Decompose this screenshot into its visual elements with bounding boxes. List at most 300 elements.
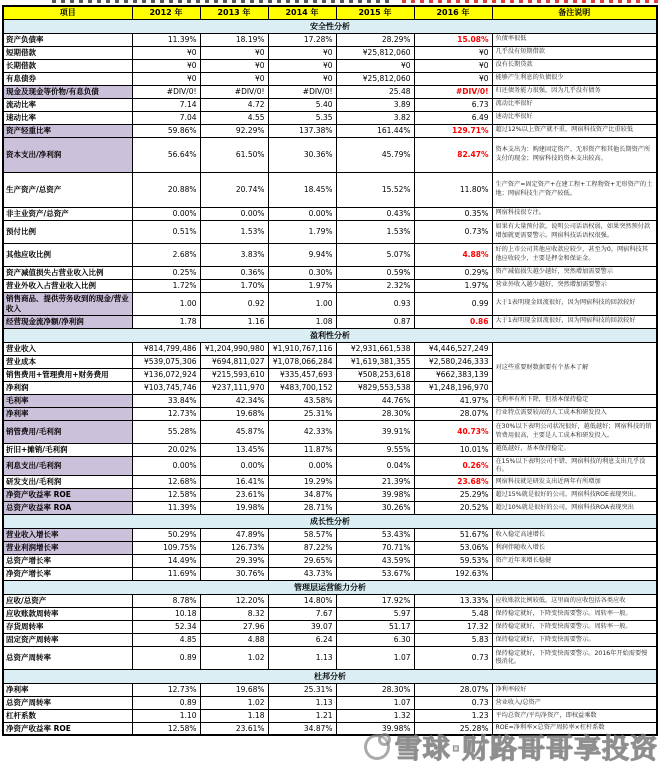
value-cell: 45.79%: [336, 137, 414, 172]
value-cell: 21.39%: [336, 475, 414, 488]
remark-cell: ROE=净利率×总资产周转率×杠杆系数: [492, 722, 657, 735]
value-cell: ¥4,446,527,249: [414, 342, 492, 355]
remark-cell: 超过10%就是很好的公司，网宿科技ROA表现突出: [492, 501, 657, 514]
remark-cell: 营业外收入越少越好，突然增加需要警示: [492, 279, 657, 292]
value-cell: 0.00%: [132, 207, 200, 220]
value-cell: ¥0: [414, 72, 492, 85]
value-cell: 1.02: [200, 646, 268, 669]
value-cell: 0.73: [414, 696, 492, 709]
table-row: [3, 420, 657, 443]
item-label-cell: 营业收入: [3, 342, 132, 355]
item-label-cell: 资本支出/净利润: [3, 137, 132, 172]
value-cell: 7.14: [132, 98, 200, 111]
value-cell: 51.67%: [414, 528, 492, 541]
column-header-cell: 项目: [3, 6, 132, 19]
value-cell: 17.28%: [268, 33, 336, 46]
item-label-cell: 利息支出/毛利润: [3, 456, 132, 475]
value-cell: 12.20%: [200, 594, 268, 607]
value-cell: 30.26%: [336, 501, 414, 514]
value-cell: 10.01%: [414, 443, 492, 456]
value-cell: 15.52%: [336, 172, 414, 207]
value-cell: 25.48: [336, 85, 414, 98]
value-cell: 33.84%: [132, 394, 200, 407]
value-cell: 12.68%: [132, 475, 200, 488]
value-cell: 1.00: [268, 292, 336, 315]
table-row: [3, 315, 657, 328]
item-label-cell: 经营现金流净额/净利润: [3, 315, 132, 328]
value-cell: 137.38%: [268, 124, 336, 137]
remark-cell: 负债率很低: [492, 33, 657, 46]
value-cell: 29.65%: [268, 554, 336, 567]
remark-cell: [492, 567, 657, 580]
value-cell: 7.67: [268, 607, 336, 620]
remark-cell: 超过12%以上资产就不重，网宿科技资产比重较低: [492, 124, 657, 137]
value-cell: 43.58%: [268, 394, 336, 407]
item-label-cell: 存货周转率: [3, 620, 132, 633]
item-label-cell: 销售费用+管理费用+财务费用: [3, 368, 132, 381]
remark-cell: 毛利率有所下降，但基本保持稳定: [492, 394, 657, 407]
value-cell: ¥0: [414, 46, 492, 59]
value-cell: 29.39%: [200, 554, 268, 567]
section-row: [3, 580, 657, 594]
value-cell: 4.88: [200, 633, 268, 646]
value-cell: 3.89: [336, 98, 414, 111]
remark-cell: 营业收入/总资产: [492, 696, 657, 709]
value-cell: 53.67%: [336, 567, 414, 580]
value-cell: 192.63%: [414, 567, 492, 580]
table-row: [3, 607, 657, 620]
value-cell: #DIV/0!: [132, 85, 200, 98]
value-cell: 0.25%: [132, 266, 200, 279]
remark-cell: 越低越好，基本保持稳定。: [492, 443, 657, 456]
value-cell: 56.64%: [132, 137, 200, 172]
value-cell: 19.68%: [200, 407, 268, 420]
table-row: [3, 488, 657, 501]
table-row: [3, 633, 657, 646]
value-cell: 0.00%: [268, 207, 336, 220]
value-cell: 0.00%: [132, 456, 200, 475]
value-cell: 28.30%: [336, 407, 414, 420]
section-title-cell: 管理层运营能力分析: [3, 580, 657, 594]
value-cell: ¥237,111,970: [200, 381, 268, 394]
item-label-cell: 固定资产周转率: [3, 633, 132, 646]
value-cell: 161.44%: [336, 124, 414, 137]
watermark-text: 雪球·财路哥哥享投资: [394, 734, 658, 765]
value-cell: 1.53%: [200, 220, 268, 243]
value-cell: 4.88%: [414, 243, 492, 266]
table-row: [3, 72, 657, 85]
value-cell: 25.29%: [414, 488, 492, 501]
value-cell: 0.87: [336, 315, 414, 328]
value-cell: ¥136,072,924: [132, 368, 200, 381]
value-cell: 5.40: [268, 98, 336, 111]
value-cell: 1.13: [268, 696, 336, 709]
value-cell: ¥539,075,306: [132, 355, 200, 368]
table-row: [3, 98, 657, 111]
table-row: [3, 124, 657, 137]
value-cell: ¥662,383,139: [414, 368, 492, 381]
value-cell: 126.73%: [200, 541, 268, 554]
item-label-cell: 净资产收益率 ROE: [3, 722, 132, 735]
value-cell: 92.29%: [200, 124, 268, 137]
value-cell: 8.78%: [132, 594, 200, 607]
remark-cell: 几乎没有短期借款: [492, 46, 657, 59]
value-cell: ¥215,593,610: [200, 368, 268, 381]
value-cell: 12.58%: [132, 488, 200, 501]
item-label-cell: 营业外收入占营业收入比例: [3, 279, 132, 292]
value-cell: 1.08: [268, 315, 336, 328]
item-label-cell: 流动比率: [3, 98, 132, 111]
value-cell: 1.10: [132, 709, 200, 722]
remark-cell: 利润伴随收入增长: [492, 541, 657, 554]
value-cell: 19.98%: [200, 501, 268, 514]
value-cell: 0.73%: [414, 220, 492, 243]
value-cell: 58.57%: [268, 528, 336, 541]
value-cell: 3.82: [336, 111, 414, 124]
value-cell: ¥1,204,990,980: [200, 342, 268, 355]
value-cell: 25.28%: [414, 722, 492, 735]
remark-cell: 如果有大量预付款，说明公司话语权弱，如果突然预付款增加就更需要警示。网宿科技话语权很强。: [492, 220, 657, 243]
table-row: [3, 646, 657, 669]
value-cell: 39.91%: [336, 420, 414, 443]
value-cell: 40.73%: [414, 420, 492, 443]
value-cell: 11.87%: [268, 443, 336, 456]
value-cell: 9.55%: [336, 443, 414, 456]
item-label-cell: 总资产增长率: [3, 554, 132, 567]
value-cell: 0.59%: [336, 266, 414, 279]
item-label-cell: 非主业资产/总资产: [3, 207, 132, 220]
value-cell: 6.30: [336, 633, 414, 646]
value-cell: ¥0: [132, 59, 200, 72]
value-cell: 17.92%: [336, 594, 414, 607]
value-cell: 45.87%: [200, 420, 268, 443]
value-cell: 1.21: [268, 709, 336, 722]
item-label-cell: 有息债券: [3, 72, 132, 85]
column-header-cell: 2015 年: [336, 6, 414, 19]
remark-cell: 网宿科技很专注。: [492, 207, 657, 220]
value-cell: 20.02%: [132, 443, 200, 456]
table-row: [3, 407, 657, 420]
value-cell: 28.07%: [414, 683, 492, 696]
value-cell: ¥25,812,060: [336, 46, 414, 59]
value-cell: 30.76%: [200, 567, 268, 580]
value-cell: 20.74%: [200, 172, 268, 207]
xueqiu-logo-icon: [364, 734, 390, 760]
value-cell: 1.07: [336, 696, 414, 709]
table-row: [3, 33, 657, 46]
item-label-cell: 总资产周转率: [3, 646, 132, 669]
remark-cell: 资产近年来增长稳健: [492, 554, 657, 567]
section-row: [3, 669, 657, 683]
value-cell: ¥814,799,486: [132, 342, 200, 355]
value-cell: 1.16: [200, 315, 268, 328]
table-row: [3, 342, 657, 355]
value-cell: 0.89: [132, 696, 200, 709]
value-cell: 0.73: [414, 646, 492, 669]
value-cell: 1.13: [268, 646, 336, 669]
item-label-cell: 营业成本: [3, 355, 132, 368]
value-cell: 23.61%: [200, 488, 268, 501]
value-cell: 11.80%: [414, 172, 492, 207]
value-cell: 16.41%: [200, 475, 268, 488]
value-cell: 43.73%: [268, 567, 336, 580]
value-cell: 0.93: [336, 292, 414, 315]
value-cell: 3.83%: [200, 243, 268, 266]
column-header-cell: 2012 年: [132, 6, 200, 19]
item-label-cell: 折旧+摊销/毛利润: [3, 443, 132, 456]
value-cell: 23.61%: [200, 722, 268, 735]
value-cell: 0.86: [414, 315, 492, 328]
item-label-cell: 总资产周转率: [3, 696, 132, 709]
value-cell: 4.72: [200, 98, 268, 111]
value-cell: 5.35: [268, 111, 336, 124]
remark-cell: 行业特点需要较高的人工成本和研发投入: [492, 407, 657, 420]
value-cell: 0.00%: [200, 207, 268, 220]
remark-cell: 大于1表明现金回流很好，因为网宿科技的回款较好: [492, 315, 657, 328]
value-cell: 4.85: [132, 633, 200, 646]
table-row: [3, 554, 657, 567]
value-cell: 6.73: [414, 98, 492, 111]
table-row: [3, 709, 657, 722]
table-row: [3, 722, 657, 735]
remark-cell: 保持稳定就好，下降变快需要警示。周转率一般。: [492, 620, 657, 633]
value-cell: 18.45%: [268, 172, 336, 207]
value-cell: 39.07: [268, 620, 336, 633]
value-cell: 5.83: [414, 633, 492, 646]
value-cell: 20.88%: [132, 172, 200, 207]
remark-cell: 资产减值损失越少越好，突然增加需要警示: [492, 266, 657, 279]
value-cell: 25.31%: [268, 683, 336, 696]
value-cell: 61.50%: [200, 137, 268, 172]
value-cell: ¥1,619,381,355: [336, 355, 414, 368]
item-label-cell: 生产资产/总资产: [3, 172, 132, 207]
value-cell: 42.34%: [200, 394, 268, 407]
value-cell: 11.39%: [132, 501, 200, 514]
value-cell: 15.08%: [414, 33, 492, 46]
item-label-cell: 应收账款周转率: [3, 607, 132, 620]
table-row: [3, 501, 657, 514]
remark-cell: 保持稳定就好，下降变快需要警示。: [492, 633, 657, 646]
header-row: [3, 6, 657, 19]
value-cell: 0.92: [200, 292, 268, 315]
value-cell: 44.76%: [336, 394, 414, 407]
value-cell: 50.29%: [132, 528, 200, 541]
value-cell: ¥0: [268, 72, 336, 85]
item-label-cell: 研发支出/毛利润: [3, 475, 132, 488]
table-row: [3, 528, 657, 541]
item-label-cell: 净资产收益率 ROE: [3, 488, 132, 501]
remark-cell: 在30%以下表明公司状况很好，越低越好；网宿科技的销管费用很高，主要是人工成本和研发投入。: [492, 420, 657, 443]
value-cell: 14.80%: [268, 594, 336, 607]
item-label-cell: 营业收入增长率: [3, 528, 132, 541]
item-label-cell: 其他应收比例: [3, 243, 132, 266]
value-cell: 5.48: [414, 607, 492, 620]
value-cell: 25.31%: [268, 407, 336, 420]
value-cell: ¥1,910,767,116: [268, 342, 336, 355]
section-title-cell: 杜邦分析: [3, 669, 657, 683]
remark-cell: 平均总资产/平均净资产，即权益乘数: [492, 709, 657, 722]
table-row: [3, 46, 657, 59]
value-cell: 23.68%: [414, 475, 492, 488]
cropped-text-red: [402, 0, 658, 3]
remark-cell: 超过15%就是很好的公司，网宿科技ROE表现突出。: [492, 488, 657, 501]
value-cell: 14.49%: [132, 554, 200, 567]
value-cell: ¥0: [414, 59, 492, 72]
item-label-cell: 净利率: [3, 683, 132, 696]
value-cell: 39.98%: [336, 722, 414, 735]
table-row: [3, 172, 657, 207]
value-cell: 0.36%: [200, 266, 268, 279]
table-row: [3, 683, 657, 696]
value-cell: 0.29%: [414, 266, 492, 279]
table-row: [3, 243, 657, 266]
item-label-cell: 长期借款: [3, 59, 132, 72]
cropped-text-row: [0, 0, 660, 5]
value-cell: 0.00%: [268, 456, 336, 475]
value-cell: 1.53%: [336, 220, 414, 243]
value-cell: ¥0: [268, 46, 336, 59]
item-label-cell: 短期借款: [3, 46, 132, 59]
item-label-cell: 总资产收益率 ROA: [3, 501, 132, 514]
item-label-cell: 资产负债率: [3, 33, 132, 46]
value-cell: 53.43%: [336, 528, 414, 541]
value-cell: 19.68%: [200, 683, 268, 696]
value-cell: ¥483,700,152: [268, 381, 336, 394]
value-cell: ¥25,812,060: [336, 72, 414, 85]
table-row: [3, 111, 657, 124]
value-cell: 0.99: [414, 292, 492, 315]
financial-ratio-table: [2, 5, 658, 736]
value-cell: 43.59%: [336, 554, 414, 567]
section-row: [3, 19, 657, 33]
remark-cell: 好的上市公司其他应收款应较少，甚至为0。网宿科技其他应收较少，主要是押金和保证金。: [492, 243, 657, 266]
value-cell: 27.96: [200, 620, 268, 633]
value-cell: 0.35%: [414, 207, 492, 220]
remark-cell: 速动比率很好: [492, 111, 657, 124]
value-cell: 1.97%: [414, 279, 492, 292]
table-row: [3, 220, 657, 243]
table-row: [3, 85, 657, 98]
table-row: [3, 292, 657, 315]
item-label-cell: 现金及现金等价物/有息负债: [3, 85, 132, 98]
value-cell: ¥0: [200, 46, 268, 59]
value-cell: ¥508,253,618: [336, 368, 414, 381]
item-label-cell: 净资产增长率: [3, 567, 132, 580]
value-cell: #DIV/0!: [268, 85, 336, 98]
value-cell: 19.29%: [268, 475, 336, 488]
value-cell: ¥0: [200, 72, 268, 85]
value-cell: 20.52%: [414, 501, 492, 514]
value-cell: 0.43%: [336, 207, 414, 220]
value-cell: 34.87%: [268, 722, 336, 735]
value-cell: ¥103,745,746: [132, 381, 200, 394]
remark-cell: 保持稳定就好，下降变快需要警示。周转率一般。: [492, 607, 657, 620]
item-label-cell: 毛利率: [3, 394, 132, 407]
value-cell: 30.36%: [268, 137, 336, 172]
column-header-cell: 备注说明: [492, 6, 657, 19]
column-header-cell: 2016 年: [414, 6, 492, 19]
remark-cell: 净利率较好: [492, 683, 657, 696]
remark-cell: 资本支出为：购建固定资产、无形资产和其他长期资产所支付的现金；网宿科技的资本支出较高。: [492, 137, 657, 172]
value-cell: 28.30%: [336, 683, 414, 696]
table-row: [3, 594, 657, 607]
value-cell: 13.33%: [414, 594, 492, 607]
section-row: [3, 328, 657, 342]
table-row: [3, 266, 657, 279]
value-cell: ¥694,811,027: [200, 355, 268, 368]
value-cell: #DIV/0!: [200, 85, 268, 98]
value-cell: 1.18: [200, 709, 268, 722]
value-cell: 70.71%: [336, 541, 414, 554]
column-header-cell: 2013 年: [200, 6, 268, 19]
value-cell: 0.89: [132, 646, 200, 669]
value-cell: 1.78: [132, 315, 200, 328]
table-row: [3, 394, 657, 407]
item-label-cell: 速动比率: [3, 111, 132, 124]
value-cell: 9.94%: [268, 243, 336, 266]
value-cell: 53.06%: [414, 541, 492, 554]
value-cell: ¥2,931,661,538: [336, 342, 414, 355]
item-label-cell: 应收/总资产: [3, 594, 132, 607]
remark-cell: 应收账款比例较低，这里面的应收包括各类应收: [492, 594, 657, 607]
remark-cell: 没有长期贷款: [492, 59, 657, 72]
value-cell: 51.17: [336, 620, 414, 633]
value-cell: 0.30%: [268, 266, 336, 279]
value-cell: 4.55: [200, 111, 268, 124]
value-cell: 1.32: [336, 709, 414, 722]
value-cell: 0.26%: [414, 456, 492, 475]
table-row: [3, 541, 657, 554]
table-row: [3, 696, 657, 709]
table-row: [3, 620, 657, 633]
value-cell: 87.22%: [268, 541, 336, 554]
value-cell: 8.32: [200, 607, 268, 620]
item-label-cell: 销售商品、提供劳务收到的现金/营业收入: [3, 292, 132, 315]
value-cell: 28.29%: [336, 33, 414, 46]
section-row: [3, 514, 657, 528]
remark-cell: 在15%以下表明公司不错，网宿科技的利息支出几乎没有。: [492, 456, 657, 475]
value-cell: ¥1,078,066,284: [268, 355, 336, 368]
remark-cell: 生产资产=固定资产+在建工程+工程物资+无形资产的土地；网宿科技生产资产较低。: [492, 172, 657, 207]
value-cell: 1.00: [132, 292, 200, 315]
value-cell: 55.28%: [132, 420, 200, 443]
item-label-cell: 净利润: [3, 381, 132, 394]
value-cell: ¥0: [336, 59, 414, 72]
remark-cell: 大于1表明现金回流很好，因为网宿科技的回款较好: [492, 292, 657, 315]
value-cell: 1.02: [200, 696, 268, 709]
value-cell: 10.18: [132, 607, 200, 620]
value-cell: 2.32%: [336, 279, 414, 292]
value-cell: 2.68%: [132, 243, 200, 266]
value-cell: 18.19%: [200, 33, 268, 46]
item-label-cell: 销管费用/毛利润: [3, 420, 132, 443]
value-cell: 1.79%: [268, 220, 336, 243]
section-title-cell: 盈利性分析: [3, 328, 657, 342]
value-cell: 0.00%: [200, 456, 268, 475]
item-label-cell: 杠杆系数: [3, 709, 132, 722]
value-cell: 59.53%: [414, 554, 492, 567]
value-cell: 34.87%: [268, 488, 336, 501]
item-label-cell: 预付比例: [3, 220, 132, 243]
value-cell: 13.45%: [200, 443, 268, 456]
table-row: [3, 207, 657, 220]
remark-cell: 网宿科技就是研发支出近两年有所增加: [492, 475, 657, 488]
table-row: [3, 456, 657, 475]
value-cell: ¥0: [268, 59, 336, 72]
value-cell: ¥0: [132, 72, 200, 85]
value-cell: ¥1,248,196,970: [414, 381, 492, 394]
table-row: [3, 475, 657, 488]
